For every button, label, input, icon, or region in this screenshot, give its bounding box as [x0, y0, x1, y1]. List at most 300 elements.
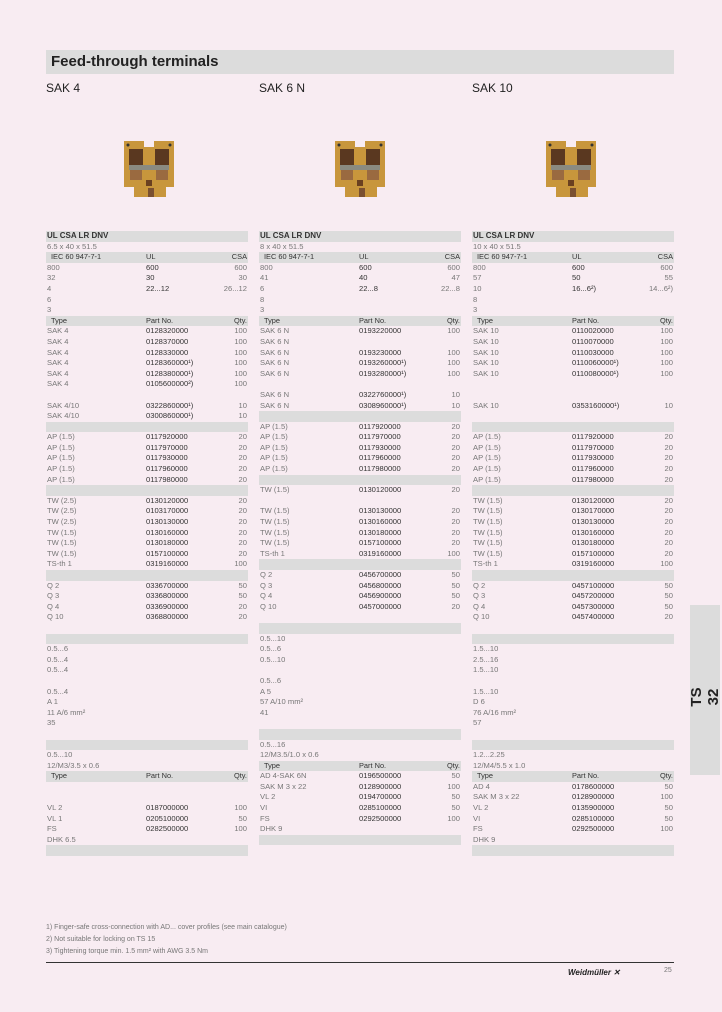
cell-qty: 100	[660, 824, 673, 834]
cell-part-no: 0117930000	[359, 442, 401, 452]
table-row	[259, 464, 461, 475]
cell-qty: 20	[451, 464, 460, 474]
table-row	[472, 644, 674, 655]
footer-divider	[46, 962, 674, 963]
cell-part-no: 0130120000	[572, 495, 615, 505]
cell-part-no: 0117960000	[146, 464, 188, 474]
cell-part-no: 0282500000	[146, 824, 189, 834]
cell-part-no: 0319160000	[359, 548, 402, 558]
cell-part-no: 0117970000	[572, 442, 614, 452]
cell-part-no: 0130130000	[572, 517, 615, 527]
cell-type: AP (1.5)	[473, 464, 501, 474]
cell-type: AD 4-SAK 6N	[260, 771, 307, 781]
cell-type: 41	[260, 273, 269, 283]
table-row	[46, 655, 248, 666]
cell-qty: 20	[238, 538, 247, 548]
cell-qty: 20	[238, 495, 247, 505]
cell-qty: 10	[238, 411, 247, 421]
footnote: 3) Tightening torque min. 1.5 mm² with AWG 3.5 Nm	[46, 948, 208, 955]
cell-qty: 50	[664, 591, 673, 601]
cell-type: SAK 4	[47, 347, 69, 357]
table-row	[259, 771, 461, 782]
cell-type: UL CSA LR DNV	[473, 231, 535, 240]
cell-type: Type	[264, 760, 281, 770]
table-row	[472, 814, 674, 825]
cell-part-no: 30	[146, 273, 155, 283]
spec-column-sak-4	[46, 231, 248, 856]
cell-qty: 50	[451, 591, 460, 601]
cell-qty: 20	[238, 453, 247, 463]
cell-type: SAK 4	[47, 368, 69, 378]
cell-part-no: 0336900000	[146, 601, 189, 611]
table-row	[472, 506, 674, 517]
table-row	[46, 708, 248, 719]
cell-type: FS	[473, 824, 483, 834]
cell-part-no: 0300860000¹)	[146, 411, 194, 421]
cell-part-no: 0193230000	[359, 347, 402, 357]
cell-type: TS-th 1	[260, 548, 285, 558]
table-row	[472, 390, 674, 401]
section-bar	[46, 845, 248, 856]
cell-part-no: 0130160000	[146, 527, 189, 537]
cell-part-no: 600	[359, 262, 372, 272]
cell-type: Type	[51, 315, 68, 325]
cell-type: AP (1.5)	[47, 474, 75, 484]
cell-qty: 100	[660, 326, 673, 336]
table-row	[46, 443, 248, 454]
table-row	[259, 263, 461, 274]
table-row	[472, 782, 674, 793]
cell-type: AP (1.5)	[260, 421, 288, 431]
table-row	[259, 644, 461, 655]
cell-qty: 20	[664, 612, 673, 622]
cell-type: 57	[473, 718, 482, 728]
cell-type: AP (1.5)	[473, 453, 501, 463]
table-row	[259, 401, 461, 412]
cell-part-no: 0368800000	[146, 612, 189, 622]
cell-qty: 100	[660, 368, 673, 378]
cell-part-no: 0110030000	[572, 347, 614, 357]
table-header	[46, 252, 248, 263]
cell-qty: 20	[238, 548, 247, 558]
table-row	[259, 337, 461, 348]
cell-type: VL 2	[473, 803, 489, 813]
table-row	[259, 750, 461, 761]
table-row	[259, 496, 461, 507]
cell-qty: 50	[238, 580, 247, 590]
cell-qty: CSA	[657, 252, 673, 262]
cell-type: SAK 4	[47, 358, 69, 368]
table-row	[46, 475, 248, 486]
cell-type: TW (1.5)	[260, 506, 290, 516]
section-bar	[259, 559, 461, 570]
table-row	[259, 284, 461, 295]
cell-part-no: 0193260000¹)	[359, 358, 407, 368]
cell-type: 12/M3.5/1.0 x 0.6	[260, 750, 319, 760]
cell-type: 0.5...4	[47, 686, 69, 696]
table-row	[46, 263, 248, 274]
cell-part-no: 0117980000	[146, 474, 188, 484]
cell-qty: Qty.	[233, 315, 247, 325]
cell-type: SAK 6 N	[260, 347, 290, 357]
table-row	[46, 824, 248, 835]
table-row	[472, 708, 674, 719]
cell-type: TW (1.5)	[473, 517, 503, 527]
table-row	[472, 517, 674, 528]
table-row	[472, 750, 674, 761]
section-side-tab[interactable]	[690, 605, 720, 775]
cell-part-no: 0285100000	[572, 813, 615, 823]
product-heading: SAK 4	[46, 81, 81, 95]
cell-type: SAK 4	[47, 379, 69, 389]
table-row	[259, 824, 461, 835]
table-row	[472, 549, 674, 560]
cell-qty: 100	[447, 347, 460, 357]
cell-type: D 6	[473, 697, 485, 707]
cell-part-no: UL	[146, 252, 156, 262]
cell-type: 11 A/6 mm²	[47, 707, 86, 717]
table-row	[472, 792, 674, 803]
table-row	[46, 697, 248, 708]
cell-type: SAK 6 N	[260, 336, 290, 346]
table-header	[472, 771, 674, 782]
product-heading: SAK 10	[472, 81, 513, 95]
cell-type: Q 4	[473, 601, 486, 611]
table-row	[472, 284, 674, 295]
cell-qty: 100	[234, 326, 247, 336]
section-bar	[259, 835, 461, 846]
table-header	[46, 771, 248, 782]
table-row	[259, 792, 461, 803]
table-row	[46, 665, 248, 676]
cell-qty: 600	[447, 262, 460, 272]
cell-type: DHK 9	[473, 834, 496, 844]
table-row	[472, 655, 674, 666]
cell-qty: 20	[238, 464, 247, 474]
table-row	[259, 242, 461, 253]
cell-type: SAK 10	[473, 368, 499, 378]
table-row	[46, 295, 248, 306]
table-row	[46, 432, 248, 443]
cell-type: UL CSA LR DNV	[47, 231, 109, 240]
table-row	[46, 337, 248, 348]
spec-column-sak-10	[472, 231, 674, 856]
section-bar	[472, 485, 674, 496]
cell-part-no: 0117980000	[359, 464, 401, 474]
table-row	[259, 453, 461, 464]
cell-type: IEC 60 947-7-1	[51, 252, 102, 262]
cell-part-no: 0110070000	[572, 336, 614, 346]
table-row	[46, 284, 248, 295]
certification-bar	[46, 231, 248, 242]
cell-qty: 20	[238, 517, 247, 527]
table-row	[259, 422, 461, 433]
cell-qty: CSA	[231, 252, 247, 262]
table-row	[259, 326, 461, 337]
cell-type: TS-th 1	[47, 559, 72, 569]
cell-qty: 100	[660, 336, 673, 346]
cell-part-no: 0130130000	[146, 517, 189, 527]
table-row	[472, 475, 674, 486]
table-row	[472, 803, 674, 814]
cell-type: 12/M4/5.5 x 1.0	[473, 760, 526, 770]
cell-type: SAK 6 N	[260, 368, 290, 378]
cell-part-no: 0128320000	[146, 326, 189, 336]
cell-qty: 50	[451, 570, 460, 579]
cell-qty: 100	[234, 803, 247, 813]
cell-qty: 50	[238, 813, 247, 823]
cell-type: VL 2	[260, 792, 276, 802]
terminal-block-image	[542, 135, 600, 205]
side-tab-label: TS 32	[688, 687, 722, 707]
cell-qty: 600	[660, 262, 673, 272]
cell-part-no: 40	[359, 273, 368, 283]
cell-type: 0.5...10	[47, 750, 73, 760]
cell-type: Q 10	[260, 601, 277, 611]
section-bar	[46, 422, 248, 433]
cell-qty: 20	[664, 517, 673, 527]
table-row	[259, 379, 461, 390]
cell-type: A 5	[260, 686, 271, 696]
section-bar	[259, 411, 461, 422]
cell-part-no: 0308960000¹)	[359, 400, 407, 410]
table-row	[46, 687, 248, 698]
cell-qty: 20	[238, 601, 247, 611]
table-row	[259, 591, 461, 602]
cell-qty: 50	[451, 792, 460, 802]
cell-part-no: 0336700000	[146, 580, 189, 590]
table-row	[259, 506, 461, 517]
cell-part-no: 0117960000	[359, 453, 401, 463]
cell-part-no: 0322860000¹)	[146, 400, 194, 410]
table-row	[472, 326, 674, 337]
cell-qty: Qty.	[446, 760, 460, 770]
cell-type: TW (2.5)	[47, 506, 77, 516]
cell-part-no: 0105600000²)	[146, 379, 194, 389]
cell-type: SAK 4	[47, 336, 69, 346]
section-bar	[46, 570, 248, 581]
section-bar	[46, 634, 248, 645]
cell-part-no: 0117920000	[359, 421, 401, 431]
cell-qty: 100	[660, 559, 673, 569]
section-bar	[259, 475, 461, 486]
table-row	[259, 443, 461, 454]
cell-type: AP (1.5)	[47, 432, 75, 442]
cell-part-no: 0130120000	[359, 485, 402, 495]
cell-type: TW (1.5)	[473, 495, 503, 505]
cell-part-no: 0117920000	[572, 432, 614, 442]
table-row	[46, 559, 248, 570]
cell-type: Q 2	[473, 580, 486, 590]
cell-qty: 20	[451, 442, 460, 452]
cell-qty: Qty.	[446, 315, 460, 325]
cell-type: SAK 4/10	[47, 400, 80, 410]
cell-type: Q 2	[47, 580, 60, 590]
cell-type: 8	[260, 294, 265, 304]
cell-qty: 10	[451, 389, 460, 399]
cell-type: TW (1.5)	[473, 548, 503, 558]
table-row	[259, 803, 461, 814]
cell-qty: 20	[664, 538, 673, 548]
table-row	[46, 358, 248, 369]
terminal-block-image	[331, 135, 389, 205]
table-row	[472, 464, 674, 475]
table-row	[46, 782, 248, 793]
table-row	[46, 305, 248, 316]
cell-type: TW (1.5)	[47, 538, 77, 548]
cell-type: SAK 6 N	[260, 358, 290, 368]
cell-part-no: 0110080000¹)	[572, 368, 619, 378]
table-row	[472, 305, 674, 316]
cell-qty: 20	[664, 527, 673, 537]
table-row	[259, 782, 461, 793]
cell-type: TW (1.5)	[473, 506, 503, 516]
cell-type: SAK M 3 x 22	[260, 781, 307, 791]
cell-part-no: 0157100000	[146, 548, 189, 558]
cell-part-no: 0130170000	[572, 506, 615, 516]
cell-type: Q 3	[473, 591, 486, 601]
cell-part-no: 0117970000	[146, 442, 188, 452]
cell-type: Q 10	[47, 612, 64, 622]
cell-part-no: 0128370000	[146, 336, 189, 346]
cell-type: SAK 6 N	[260, 400, 290, 410]
cell-qty: 20	[238, 474, 247, 484]
table-row	[472, 242, 674, 253]
cell-part-no: 0128900000	[359, 781, 402, 791]
cell-type: SAK 10	[473, 336, 499, 346]
table-row	[472, 263, 674, 274]
cell-part-no: 0319160000	[572, 559, 615, 569]
cell-qty: 100	[234, 368, 247, 378]
cell-part-no: 0457100000	[572, 580, 615, 590]
cell-type: 6	[47, 294, 52, 304]
cell-part-no: 0285100000	[359, 803, 402, 813]
cell-part-no: 0130120000	[146, 495, 189, 505]
cell-part-no: 0456700000	[359, 570, 402, 579]
table-row	[259, 358, 461, 369]
cell-type: 10 x 40 x 51.5	[473, 241, 521, 251]
cell-type: SAK 6 N	[260, 326, 290, 336]
cell-part-no: Part No.	[359, 315, 387, 325]
cell-part-no: 0292500000	[359, 813, 402, 823]
cell-part-no: UL	[359, 252, 369, 262]
table-header	[259, 316, 461, 327]
cell-part-no: 0128360000¹)	[146, 358, 194, 368]
table-header	[259, 252, 461, 263]
table-row	[472, 729, 674, 740]
table-row	[46, 369, 248, 380]
cell-qty: 20	[664, 506, 673, 516]
table-row	[46, 464, 248, 475]
section-bar	[46, 485, 248, 496]
table-row	[46, 612, 248, 623]
cell-part-no: 0292500000	[572, 824, 615, 834]
cell-qty: 100	[234, 336, 247, 346]
cell-type: 57	[473, 273, 482, 283]
section-bar	[259, 729, 461, 740]
cell-qty: 20	[451, 506, 460, 516]
table-row	[472, 432, 674, 443]
table-row	[472, 528, 674, 539]
cell-qty: 20	[451, 421, 460, 431]
cell-qty: 47	[451, 273, 460, 283]
page-title: Feed-through terminals	[51, 53, 219, 70]
cell-qty: 600	[234, 262, 247, 272]
section-bar	[472, 740, 674, 751]
terminal-block-image	[120, 135, 178, 205]
cell-qty: 10	[238, 400, 247, 410]
cell-type: TS-th 1	[473, 559, 498, 569]
cell-type: 0.5...10	[260, 654, 286, 664]
cell-qty: 30	[238, 273, 247, 283]
cell-type: Q 4	[260, 591, 273, 601]
cell-qty: 10	[451, 400, 460, 410]
table-row	[46, 602, 248, 613]
cell-qty: 50	[451, 771, 460, 781]
table-row	[46, 506, 248, 517]
cell-type: 1.2...2.25	[473, 750, 505, 760]
cell-type: 0.5...16	[260, 739, 286, 749]
table-row	[46, 326, 248, 337]
cell-type: Type	[264, 315, 281, 325]
cell-type: 2.5...16	[473, 654, 499, 664]
cell-qty: 20	[664, 474, 673, 484]
table-row	[472, 559, 674, 570]
cell-type: 8	[473, 294, 478, 304]
table-row	[472, 676, 674, 687]
cell-part-no: 0117930000	[572, 453, 614, 463]
cell-type: 3	[473, 305, 478, 315]
table-row	[46, 242, 248, 253]
table-row	[259, 348, 461, 359]
cell-qty: 100	[447, 781, 460, 791]
table-row	[46, 814, 248, 825]
table-row	[46, 538, 248, 549]
table-row	[46, 623, 248, 634]
certification-bar	[259, 231, 461, 242]
cell-type: AP (1.5)	[260, 432, 288, 442]
cell-part-no: 0456800000	[359, 580, 402, 590]
cell-type: AP (1.5)	[47, 464, 75, 474]
cell-part-no: 0457300000	[572, 601, 615, 611]
cell-qty: 100	[447, 358, 460, 368]
cell-part-no: 0130180000	[146, 538, 189, 548]
cell-type: SAK 10	[473, 347, 499, 357]
cell-type: 0.5...10	[260, 633, 286, 643]
cell-type: 0.5...6	[260, 644, 282, 654]
cell-type: 76 A/16 mm²	[473, 707, 517, 717]
cell-qty: 55	[664, 273, 673, 283]
section-bar	[472, 570, 674, 581]
cell-part-no: 0117960000	[572, 464, 614, 474]
table-row	[472, 401, 674, 412]
cell-qty: 20	[664, 432, 673, 442]
table-row	[46, 390, 248, 401]
cell-type: SAK 10	[473, 400, 499, 410]
footnote: 2) Not suitable for locking on TS 15	[46, 936, 156, 943]
cell-part-no: Part No.	[572, 771, 600, 781]
section-bar	[259, 623, 461, 634]
table-row	[472, 538, 674, 549]
cell-part-no: 0130160000	[572, 527, 615, 537]
table-header	[46, 316, 248, 327]
cell-part-no: 0456900000	[359, 591, 402, 601]
cell-qty: 100	[660, 358, 673, 368]
cell-qty: Qty.	[659, 315, 673, 325]
table-row	[259, 538, 461, 549]
cell-type: 800	[473, 262, 486, 272]
table-row	[472, 453, 674, 464]
